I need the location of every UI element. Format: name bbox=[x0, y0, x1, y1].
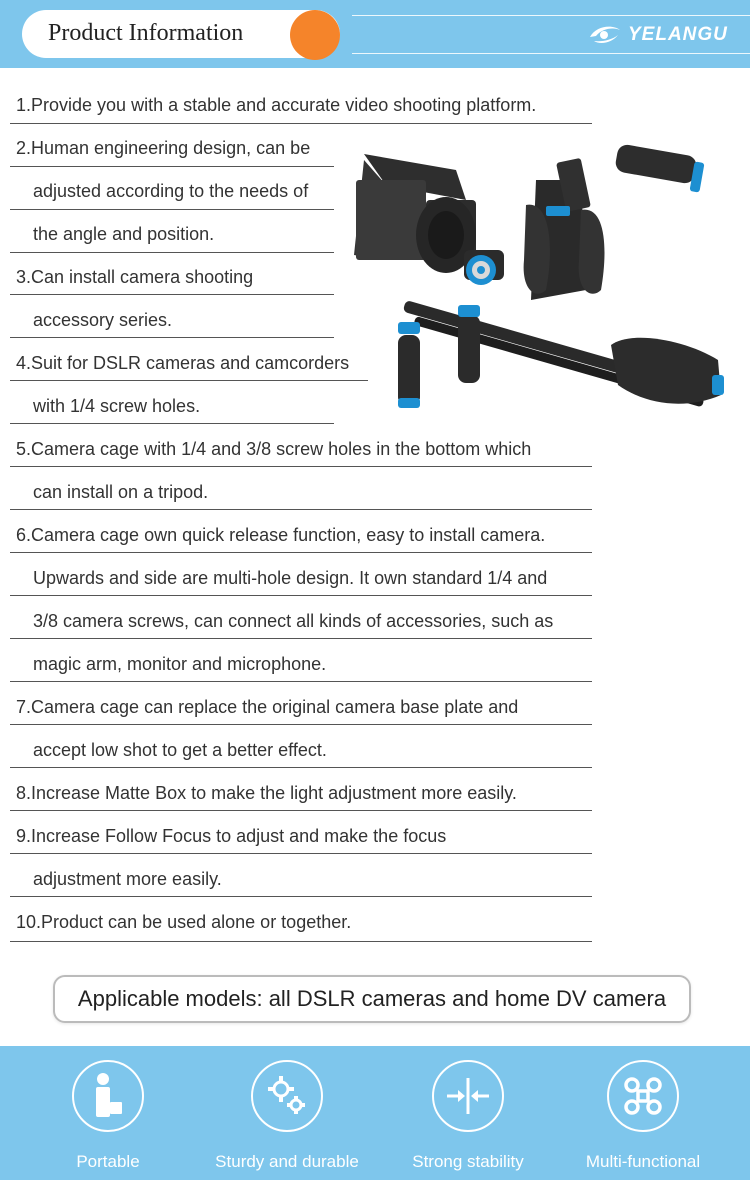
feature-line: adjustment more easily. bbox=[33, 869, 222, 889]
applicable-models-box: Applicable models: all DSLR cameras and home DV camera bbox=[53, 975, 691, 1023]
feature-line: 4.Suit for DSLR cameras and camcorders bbox=[16, 353, 350, 373]
page-title: Product Information bbox=[48, 20, 244, 46]
line-divider bbox=[10, 941, 592, 942]
feature-line: 7.Camera cage can replace the original camera base plate and bbox=[16, 697, 519, 717]
line-divider bbox=[10, 509, 592, 510]
orange-dot-icon bbox=[290, 10, 340, 60]
feature-line: 1.Provide you with a stable and accurate video shooting platform. bbox=[16, 95, 537, 115]
feature-portable bbox=[18, 1060, 198, 1172]
feature-label: Strong stability bbox=[412, 1152, 524, 1171]
feature-multifunctional bbox=[553, 1060, 733, 1172]
line-divider bbox=[10, 810, 592, 811]
feature-line: accept low shot to get a better effect. bbox=[33, 740, 327, 760]
line-divider bbox=[10, 337, 334, 338]
line-divider bbox=[10, 123, 592, 124]
feature-line: the angle and position. bbox=[33, 224, 215, 244]
feature-label: Multi-functional bbox=[585, 1152, 701, 1171]
line-divider bbox=[10, 466, 592, 467]
feature-line: Upwards and side are multi-hole design. It own standard 1/4 and bbox=[33, 568, 548, 588]
line-divider bbox=[10, 552, 592, 553]
feature-label: Portable bbox=[76, 1152, 140, 1171]
feature-line: can install on a tripod. bbox=[33, 482, 209, 502]
line-divider bbox=[10, 595, 592, 596]
feature-line: 8.Increase Matte Box to make the light adjustment more easily. bbox=[16, 783, 517, 803]
feature-line: magic arm, monitor and microphone. bbox=[33, 654, 327, 674]
feature-line: 5.Camera cage with 1/4 and 3/8 screw holes in the bottom which bbox=[16, 439, 532, 459]
person-with-case-icon bbox=[72, 1060, 144, 1132]
command-icon bbox=[607, 1060, 679, 1132]
shoulder-rig-image bbox=[346, 140, 736, 425]
header-bar bbox=[0, 0, 750, 68]
line-divider bbox=[10, 252, 334, 253]
line-divider bbox=[10, 681, 592, 682]
feature-line: adjusted according to the needs of bbox=[33, 181, 309, 201]
line-divider bbox=[10, 638, 592, 639]
feature-line: 10.Product can be used alone or together. bbox=[16, 912, 352, 932]
brand-name: YELANGU bbox=[628, 24, 728, 45]
line-divider bbox=[10, 423, 334, 424]
line-divider bbox=[10, 166, 334, 167]
line-divider bbox=[10, 294, 334, 295]
line-divider bbox=[10, 380, 368, 381]
feature-line: 9.Increase Follow Focus to adjust and make the focus bbox=[16, 826, 447, 846]
line-divider bbox=[10, 896, 592, 897]
feature-stability bbox=[378, 1060, 558, 1172]
feature-line: accessory series. bbox=[33, 310, 173, 330]
feature-line: with 1/4 screw holes. bbox=[33, 396, 201, 416]
feature-sturdy bbox=[197, 1060, 377, 1172]
feature-line: 6.Camera cage own quick release function, easy to install camera. bbox=[16, 525, 546, 545]
feature-label: Sturdy and durable bbox=[215, 1152, 359, 1171]
gears-icon bbox=[251, 1060, 323, 1132]
line-divider bbox=[10, 853, 592, 854]
brand-logo bbox=[588, 22, 728, 48]
eye-logo-icon bbox=[588, 23, 622, 47]
converging-arrows-icon bbox=[432, 1060, 504, 1132]
header-divider-top bbox=[352, 15, 750, 16]
feature-line: 3.Can install camera shooting bbox=[16, 267, 254, 287]
line-divider bbox=[10, 724, 592, 725]
line-divider bbox=[10, 767, 592, 768]
feature-line: 3/8 camera screws, can connect all kinds of accessories, such as bbox=[33, 611, 554, 631]
feature-line: 2.Human engineering design, can be bbox=[16, 138, 311, 158]
line-divider bbox=[10, 209, 334, 210]
header-divider-bottom bbox=[352, 53, 750, 54]
